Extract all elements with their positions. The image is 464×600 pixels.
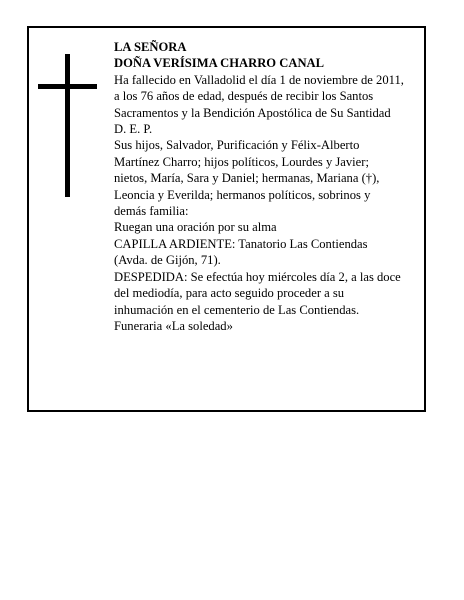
family-list: Sus hijos, Salvador, Purificación y Félix-Alberto Martínez Charro; hijos políticos, Lourdes y Javier; nietos, María, Sara y Daniel; hermanas, Mariana (†), Leoncia y Everilda; hermanos políticos, sobrinos y demás familia: <box>114 138 380 219</box>
cross-icon-crossbar <box>38 84 97 89</box>
farewell-info: DESPEDIDA: Se efectúa hoy miércoles día 2, a las doce del mediodía, para acto seguido proceder a su inhumación en el cementerio de Las Contiendas. <box>114 269 401 317</box>
death-announcement: Ha fallecido en Valladolid el día 1 de noviembre de 2011, a los 76 años de edad, después de recibir los Santos Sacramentos y la Bendición Apostólica de Su Santidad <box>114 72 404 120</box>
obituary-text <box>114 39 404 334</box>
chapel-info: CAPILLA ARDIENTE: Tanatorio Las Contiendas (Avda. de Gijón, 71). <box>114 236 368 268</box>
deceased-name: DOÑA VERÍSIMA CHARRO CANAL <box>114 56 325 71</box>
dep-line: D. E. P. <box>114 122 153 137</box>
funeral-home: Funeraria «La soledad» <box>114 318 233 333</box>
cross-icon <box>65 54 70 197</box>
notice-heading: LA SEÑORA <box>114 40 187 54</box>
prayer-request: Ruegan una oración por su alma <box>114 220 277 235</box>
